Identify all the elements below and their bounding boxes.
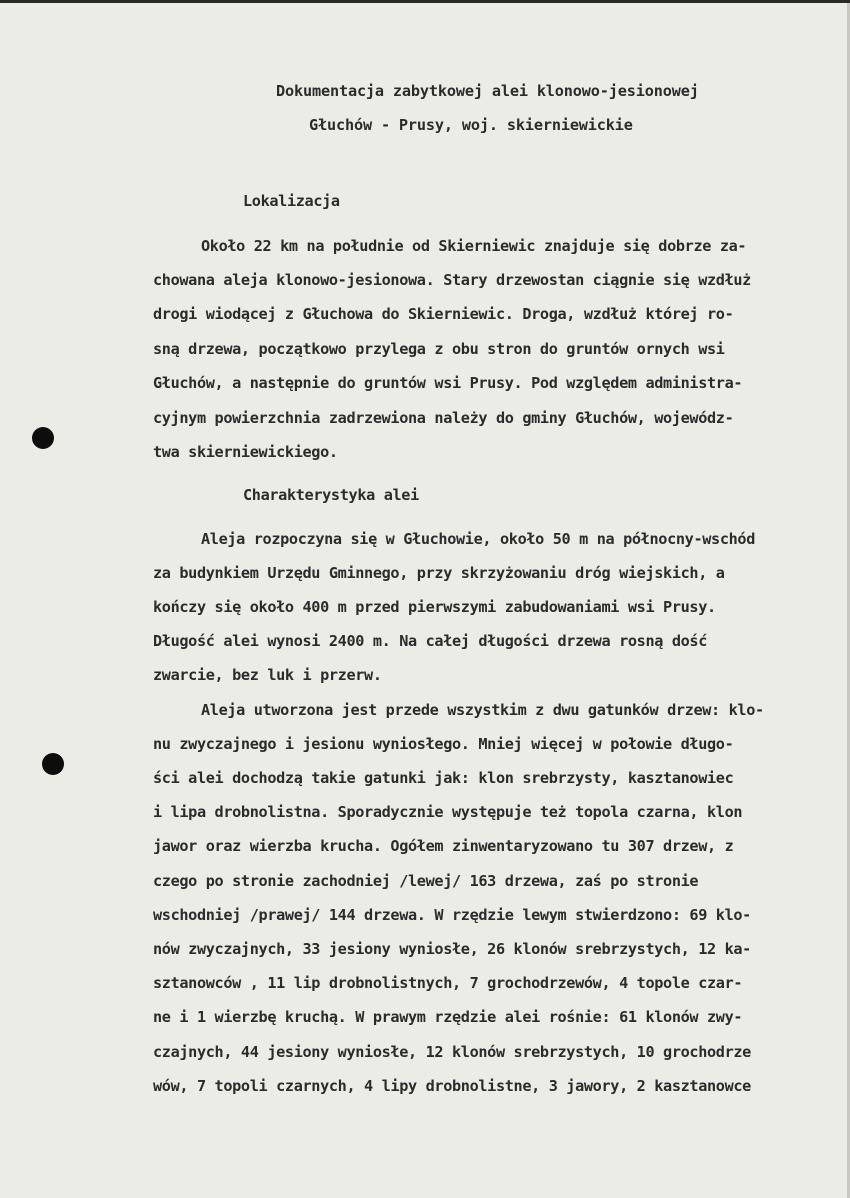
paragraph-line: wów, 7 topoli czarnych, 4 lipy drobnolistne, 3 jawory, 2 kasztanowce (153, 1077, 751, 1095)
paragraph-line: Długość alei wynosi 2400 m. Na całej długości drzewa rosną dość (153, 632, 708, 650)
paragraph-line: sztanowców , 11 lip drobnolistnych, 7 grochodrzewów, 4 topole czar- (153, 974, 743, 992)
paragraph-line: twa skierniewickiego. (153, 443, 338, 461)
document-title-line-1: Dokumentacja zabytkowej alei klonowo-jesionowej (276, 82, 699, 100)
document-title-line-2: Głuchów - Prusy, woj. skierniewickie (309, 116, 633, 134)
paragraph-line: Około 22 km na południe od Skierniewic znajduje się dobrze za- (201, 237, 747, 255)
paragraph-line: Aleja rozpoczyna się w Głuchowie, około 50 m na północny-wschód (201, 530, 756, 548)
punch-hole-top (32, 427, 54, 449)
paragraph-line: wschodniej /prawej/ 144 drzewa. W rzędzie lewym stwierdzono: 69 klo- (153, 906, 751, 924)
paragraph-line: Głuchów, a następnie do gruntów wsi Prusy. Pod względem administra- (153, 374, 743, 392)
paragraph-line: nów zwyczajnych, 33 jesiony wyniosłe, 26 klonów srebrzystych, 12 ka- (153, 940, 751, 958)
paragraph-line: nu zwyczajnego i jesionu wyniosłego. Mniej więcej w połowie długo- (153, 735, 734, 753)
paragraph-line: za budynkiem Urzędu Gminnego, przy skrzyżowaniu dróg wiejskich, a (153, 564, 725, 582)
paragraph-line: zwarcie, bez luk i przerw. (153, 666, 382, 684)
paragraph-line: ści alei dochodzą takie gatunki jak: klon srebrzysty, kasztanowiec (153, 769, 734, 787)
paragraph-line: jawor oraz wierzba krucha. Ogółem zinwentaryzowano tu 307 drzew, z (153, 837, 734, 855)
paragraph-line: czego po stronie zachodniej /lewej/ 163 drzewa, zaś po stronie (153, 872, 699, 890)
section-heading-charakterystyka: Charakterystyka alei (243, 486, 419, 504)
paragraph-line: czajnych, 44 jesiony wyniosłe, 12 klonów srebrzystych, 10 grochodrze (153, 1043, 751, 1061)
paragraph-line: kończy się około 400 m przed pierwszymi zabudowaniami wsi Prusy. (153, 598, 716, 616)
paragraph-line: ne i 1 wierzbę kruchą. W prawym rzędzie alei rośnie: 61 klonów zwy- (153, 1008, 743, 1026)
punch-hole-bottom (42, 753, 64, 775)
paragraph-line: chowana aleja klonowo-jesionowa. Stary drzewostan ciągnie się wzdłuż (153, 271, 751, 289)
paragraph-line: i lipa drobnolistna. Sporadycznie występuje też topola czarna, klon (153, 803, 743, 821)
paragraph-line: cyjnym powierzchnia zadrzewiona należy do gminy Głuchów, wojewódz- (153, 409, 734, 427)
paragraph-line: sną drzewa, początkowo przylega z obu stron do gruntów ornych wsi (153, 340, 725, 358)
section-heading-lokalizacja: Lokalizacja (243, 192, 340, 210)
paragraph-line: Aleja utworzona jest przede wszystkim z dwu gatunków drzew: klo- (201, 701, 764, 719)
paragraph-line: drogi wiodącej z Głuchowa do Skierniewic. Droga, wzdłuż której ro- (153, 305, 734, 323)
